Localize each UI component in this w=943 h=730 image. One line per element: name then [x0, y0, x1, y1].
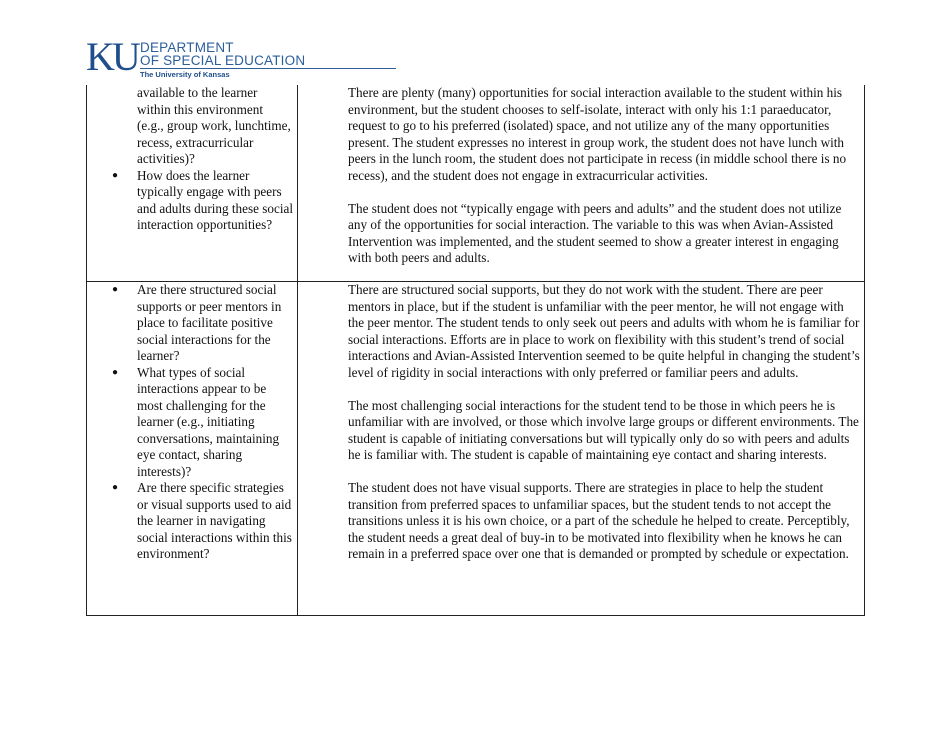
- bullet-icon: ●: [112, 284, 119, 295]
- answer-paragraph: The student does not have visual supports. There are strategies in place to help the student transition from preferred spaces to unfamiliar spaces, but the student tends to not accept the transitions unless it is his own choice, or a part of the schedule he helped to create. Perceptibly, the student needs a great deal of buy-in to be motivated into flexibility when he knows he can remain in a preferred space over one that is demanded or prompted by schedule or expectation.: [348, 480, 850, 561]
- question-item: [112, 282, 293, 365]
- question-item: [112, 480, 293, 563]
- logo-mark: KU: [86, 34, 138, 79]
- logo-department: [140, 41, 305, 67]
- table-row: [87, 282, 865, 616]
- logo-subtitle: The University of Kansas: [140, 70, 230, 79]
- logo-line2: OF SPECIAL EDUCATION: [140, 53, 306, 68]
- question-cell: [87, 85, 298, 282]
- question-text: What types of social interactions appear to be most challenging for the learner (e.g., initiating conversations, maintaining eye contact, sharing interests)?: [137, 364, 280, 479]
- question-item: [137, 85, 293, 168]
- answer-paragraph: The student does not “typically engage with peers and adults” and the student does not utilize any of the opportunities for social interaction. The variable to this was when Avian-Assisted Intervention was implemented, and the student seemed to show a greater interest in engaging with both peers and adults.: [348, 200, 842, 265]
- answer-paragraph: There are plenty (many) opportunities for social interaction available to the student within his environment, but the student chooses to self-isolate, interact with only his 1:1 paraeducator, request to go to his preferred (isolated) space, and not utilize any of the many opportunities present. The student expresses no interest in group work, the student does not have lunch with peers in the lunch room, the student does not participate in recess (in middle school there is no recess), and the student does not engage in extracurricular activities.: [348, 85, 847, 183]
- answer-paragraph: There are structured social supports, but they do not work with the student. There are peer mentors in place, but if the student is unfamiliar with the peer mentor, he will not engage with the peer mentor. The student tends to only seek out peers and adults with whom he is familiar for social interactions. Efforts are in place to work on flexibility with this student’s trend of social interactions and Avian-Assisted Intervention seemed to be quite helpful in changing the student’s level of rigidity in social interactions with only preferred or familiar peers and adults.: [348, 282, 860, 380]
- logo-rule: [140, 68, 396, 69]
- question-text: available to the learner within this environment (e.g., group work, lunchtime, recess, extracurricular activities)?: [137, 85, 291, 166]
- question-item: [112, 167, 294, 234]
- answer-cell: [298, 85, 865, 282]
- table-row: [87, 85, 865, 282]
- answer-paragraph: The most challenging social interactions for the student tend to be those in which peers he is unfamiliar with are involved, or those which involve large groups or different environments. The student is capable of initiating conversations but will typically only do so with peers and adults he is familiar with. The student is capable of maintaining eye contact and sharing interests.: [348, 397, 859, 462]
- assessment-table: [86, 85, 865, 616]
- bullet-icon: ●: [112, 482, 119, 493]
- question-text: Are there specific strategies or visual supports used to aid the learner in navigating social interactions within this environment?: [137, 480, 292, 561]
- question-text: Are there structured social supports or peer mentors in place to facilitate positive social interactions for the learner?: [137, 282, 282, 363]
- logo-line1: DEPARTMENT: [140, 40, 234, 55]
- question-text: How does the learner typically engage with peers and adults during these social interaction opportunities?: [137, 167, 294, 232]
- answer-cell: [298, 282, 865, 616]
- bullet-icon: ●: [112, 366, 119, 378]
- bullet-icon: ●: [112, 169, 119, 181]
- question-item: [112, 364, 293, 481]
- question-cell: [87, 282, 298, 616]
